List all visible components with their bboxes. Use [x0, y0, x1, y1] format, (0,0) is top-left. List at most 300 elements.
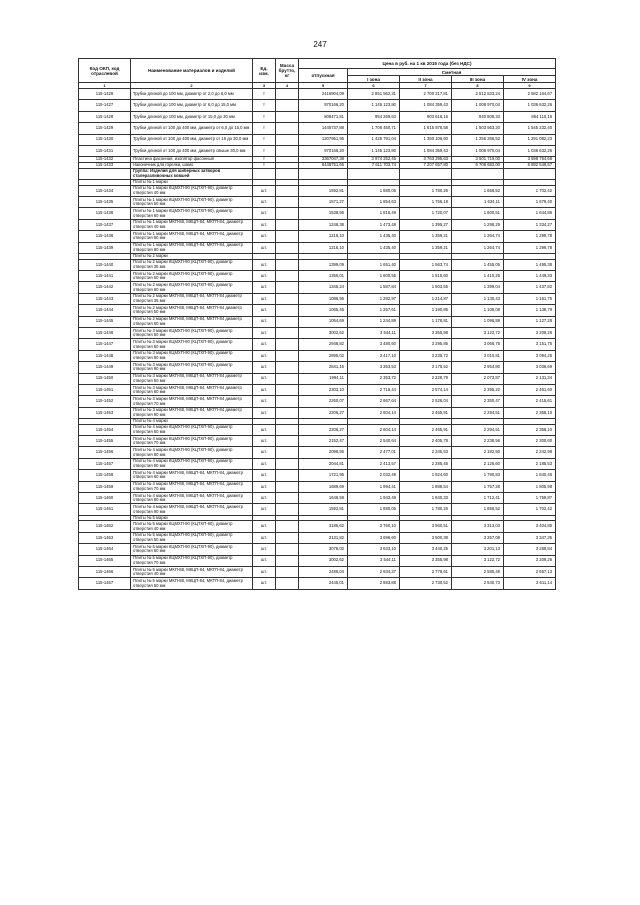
item-mass — [276, 384, 299, 395]
table-row — [79, 532, 556, 543]
table-row — [79, 111, 556, 122]
item-code: 115-1466 — [79, 566, 131, 577]
zone-1-price: 2 540,64 — [348, 436, 400, 447]
item-name: Плиты № 3 марки КЦМХП-90 (КЦТХП-90), диаметр отверстия 50 мм — [131, 327, 253, 338]
item-unit: шт. — [253, 197, 276, 208]
item-unit: шт. — [253, 231, 276, 242]
release-price: 3078,02 — [299, 544, 348, 555]
zone-1-price: 1 880,05 — [348, 185, 400, 196]
zone-1-price: 3 633,10 — [348, 544, 400, 555]
item-unit: шт. — [253, 282, 276, 293]
zone-3-price: 2 238,56 — [452, 436, 504, 447]
subgroup-title: Плиты № 4 марки — [131, 419, 253, 425]
zone-3-price: 1 600,51 — [452, 208, 504, 219]
item-unit: шт. — [253, 447, 276, 458]
header-estimate-price: Сметная — [348, 69, 556, 76]
zone-2-price: 1 395,27 — [400, 219, 452, 230]
zone-4-price: 3 289,84 — [504, 544, 556, 555]
item-unit: шт. — [253, 481, 276, 492]
item-unit: шт. — [253, 424, 276, 435]
item-name: Плиты № 3 марки МКП-88, МКЦП-84, МКТП-84 диаметр отверстия 90 мм — [131, 407, 253, 418]
item-code: 115-1435 — [79, 197, 131, 208]
item-code: 115-1465 — [79, 555, 131, 566]
zone-2-price: 3 235,72 — [400, 350, 452, 361]
column-number: 4 — [276, 83, 299, 89]
zone-1-price: 3 417,10 — [348, 350, 400, 361]
item-name: Плиты № 1 марки МКП-88, МКЦП-84, МКТП-84, диаметр отверстия 80 мм — [131, 242, 253, 253]
release-price: 3002,62 — [299, 327, 348, 338]
table-row — [79, 493, 556, 504]
zone-4-price: 1 334,27 — [504, 219, 556, 230]
zone-1-price: 1 880,05 — [348, 504, 400, 515]
zone-2-price: 3 355,98 — [400, 327, 452, 338]
zone-1-price: 1 473,48 — [348, 219, 400, 230]
zone-2-price: 1 720,07 — [400, 208, 452, 219]
table-row — [79, 89, 556, 100]
zone-1-price: 1 706 450,71 — [348, 123, 400, 134]
zone-1-price: 1 854,63 — [348, 197, 400, 208]
item-unit: т — [253, 145, 276, 156]
table-row — [79, 219, 556, 230]
table-row — [79, 350, 556, 361]
zone-1-price: 2 604,14 — [348, 424, 400, 435]
item-mass — [276, 521, 299, 532]
item-unit: шт. — [253, 458, 276, 469]
item-name: Трубки длиной до 100 мм, диаметр от 2,0 до 6,0 мм — [131, 89, 253, 100]
zone-4-price: 1 840,46 — [504, 470, 556, 481]
zone-1-price: 2 851 562,31 — [348, 89, 400, 100]
item-unit: шт. — [253, 259, 276, 270]
page-number: 247 — [313, 40, 327, 49]
item-unit: шт. — [253, 384, 276, 395]
table-body — [79, 89, 556, 590]
item-name: Плиты № 2 марки МКП-88, МКЦП-84, МКТП-84 диаметр отверстия 50 мм — [131, 305, 253, 316]
item-code: 115-1452 — [79, 396, 131, 407]
empty-cell — [276, 168, 299, 179]
header-release-price: отпускная — [299, 69, 348, 83]
zone-3-price: 2 182,50 — [452, 447, 504, 458]
item-unit: шт. — [253, 407, 276, 418]
zone-3-price: 1 298,29 — [452, 219, 504, 230]
release-price: 1721,95 — [299, 470, 348, 481]
zone-3-price: 2 540,73 — [452, 578, 504, 589]
zone-2-price: 2 730,52 — [400, 578, 452, 589]
item-mass — [276, 282, 299, 293]
release-price: 2303,10 — [299, 384, 348, 395]
item-mass — [276, 111, 299, 122]
release-price: 1207951,95 — [299, 134, 348, 145]
item-code: 115-1450 — [79, 373, 131, 384]
item-name: Плиты № 2 марки МКП-88, МКЦП-84, МКТП-84 диаметр отверстия 35 мм — [131, 293, 253, 304]
item-unit: шт. — [253, 327, 276, 338]
zone-2-price: 1 084 359,43 — [400, 145, 452, 156]
zone-1-price: 1 257,61 — [348, 305, 400, 316]
column-number: 8 — [452, 83, 504, 89]
table-row — [79, 481, 556, 492]
item-unit: шт. — [253, 350, 276, 361]
zone-1-price: 1 816,49 — [348, 208, 400, 219]
zone-3-price: 1 399,04 — [452, 282, 504, 293]
item-code: 115-1433 — [79, 163, 131, 169]
release-price: 3002,62 — [299, 555, 348, 566]
zone-2-price: 2 285,45 — [400, 458, 452, 469]
zone-3-price: 2 073,87 — [452, 373, 504, 384]
zone-4-price: 1 805,98 — [504, 481, 556, 492]
release-price: 2206,27 — [299, 407, 348, 418]
zone-3-price: 1 634,11 — [452, 197, 504, 208]
zone-4-price: 1 138,79 — [504, 305, 556, 316]
header-zone-2: II зона — [400, 76, 452, 83]
table-row — [79, 185, 556, 196]
item-name: Плиты № 5 марки КЦМХП-90 (КЦТХП-90), диаметр отверстия 60 мм — [131, 544, 253, 555]
table-row — [79, 521, 556, 532]
release-price: 2152,47 — [299, 436, 348, 447]
item-code: 115-1462 — [79, 521, 131, 532]
item-mass — [276, 231, 299, 242]
table-row — [79, 384, 556, 395]
zone-2-price: 3 295,85 — [400, 339, 452, 350]
zone-2-price: 3 560,51 — [400, 521, 452, 532]
zone-3-price: 1 108,08 — [452, 305, 504, 316]
item-mass — [276, 481, 299, 492]
release-price: 1065,45 — [299, 305, 348, 316]
zone-1-price: 3 760,10 — [348, 521, 400, 532]
item-unit: шт. — [253, 271, 276, 282]
zone-4-price: 1 449,33 — [504, 271, 556, 282]
zone-2-price: 1 359,21 — [400, 242, 452, 253]
zone-1-price: 2 353,72 — [348, 373, 400, 384]
item-code: 115-1447 — [79, 339, 131, 350]
item-code: 115-1438 — [79, 231, 131, 242]
item-name: Плиты № 4 марки МКП-88, МКЦП-84, МКТП-84, диаметр отверстия 70 мм — [131, 481, 253, 492]
group-title: Группа: Изделия для шиберных затворов сталеразливочных ковшей — [131, 168, 253, 179]
item-code: 115-1426 — [79, 89, 131, 100]
zone-3-price: 2 585,48 — [452, 566, 504, 577]
zone-4-price: 3 209,26 — [504, 327, 556, 338]
zone-2-price: 1 214,87 — [400, 293, 452, 304]
item-mass — [276, 271, 299, 282]
zone-2-price: 2 228,79 — [400, 373, 452, 384]
item-mass — [276, 544, 299, 555]
table-row — [79, 396, 556, 407]
zone-2-price: 3 763 295,63 — [400, 157, 452, 163]
item-name: Плиты № 4 марки КЦМХП-90 (КЦТХП-90), диаметр отверстия 80 мм — [131, 447, 253, 458]
zone-4-price: 2 582 164,67 — [504, 89, 556, 100]
item-code: 115-1428 — [79, 111, 131, 122]
item-unit: шт. — [253, 293, 276, 304]
zone-3-price: 6 706 683,00 — [452, 163, 504, 169]
item-unit: шт. — [253, 532, 276, 543]
zone-1-price: 1 587,84 — [348, 282, 400, 293]
zone-3-price: 840 808,33 — [452, 111, 504, 122]
zone-4-price: 1 545 232,40 — [504, 123, 556, 134]
table-row — [79, 544, 556, 555]
subgroup-title: Плиты № 1 марки — [131, 180, 253, 186]
item-unit: т — [253, 111, 276, 122]
zone-2-price: 2 778,61 — [400, 566, 452, 577]
header-mass: Масса брутто, кг — [276, 59, 299, 83]
release-price: 6448751,66 — [299, 163, 348, 169]
item-unit: шт. — [253, 373, 276, 384]
column-number: 2 — [131, 83, 253, 89]
zone-4-price: 1 036 632,26 — [504, 100, 556, 111]
empty-cell — [253, 168, 276, 179]
item-mass — [276, 293, 299, 304]
item-name: Плиты № 5 марки КЦМХП-90 (КЦТХП-90), диаметр отверстия 50 мм — [131, 532, 253, 543]
zone-1-price: 2 604,14 — [348, 407, 400, 418]
zone-1-price: 3 544,11 — [348, 327, 400, 338]
item-unit: т — [253, 134, 276, 145]
zone-3-price: 1 656,52 — [452, 185, 504, 196]
release-price: 2098,56 — [299, 447, 348, 458]
item-mass — [276, 100, 299, 111]
table-row — [79, 305, 556, 316]
zone-2-price: 3 175,52 — [400, 362, 452, 373]
item-mass — [276, 339, 299, 350]
item-code: 115-1440 — [79, 259, 131, 270]
release-price: 2206,27 — [299, 424, 348, 435]
zone-2-price: 903 616,16 — [400, 111, 452, 122]
release-price: 1399,09 — [299, 259, 348, 270]
zone-2-price: 2 465,91 — [400, 424, 452, 435]
zone-1-price: 1 145 123,80 — [348, 100, 400, 111]
zone-1-price: 1 435,40 — [348, 242, 400, 253]
zone-3-price: 1 455,05 — [452, 259, 504, 270]
item-code: 115-1434 — [79, 185, 131, 196]
empty-cell — [400, 168, 452, 179]
item-unit: шт. — [253, 578, 276, 589]
zone-1-price: 3 696,60 — [348, 532, 400, 543]
zone-4-price: 1 299,78 — [504, 242, 556, 253]
zone-2-price: 1 503,55 — [400, 282, 452, 293]
table-row — [79, 231, 556, 242]
zone-3-price: 3 010,81 — [452, 350, 504, 361]
header-unit: Ед. изм. — [253, 59, 276, 83]
zone-3-price: 2 350,47 — [452, 396, 504, 407]
header-name: Наименование материалов и изделий — [131, 59, 253, 83]
zone-3-price: 1 712,41 — [452, 493, 504, 504]
zone-3-price: 2 126,60 — [452, 458, 504, 469]
item-code: 115-1431 — [79, 145, 131, 156]
zone-2-price: 1 780,26 — [400, 504, 452, 515]
header-price-title: Цена в руб. на 1 кв 2015 года (без НДС) — [299, 59, 556, 69]
table-row — [79, 362, 556, 373]
item-mass — [276, 396, 299, 407]
zone-4-price: 3 404,85 — [504, 521, 556, 532]
zone-1-price: 954 269,63 — [348, 111, 400, 122]
item-name: Плиты № 5 марки КЦМХП-90 (КЦТХП-90), диаметр отверстия 70 мм — [131, 555, 253, 566]
item-unit: т — [253, 163, 276, 169]
zone-3-price: 1 096,88 — [452, 316, 504, 327]
item-name: Плиты № 3 марки КЦМХП-90 (КЦТХП-90), диаметр отверстия 90 мм — [131, 362, 253, 373]
item-code: 115-1451 — [79, 384, 131, 395]
item-unit: шт. — [253, 396, 276, 407]
zone-3-price: 2 294,51 — [452, 424, 504, 435]
zone-1-price: 1 244,89 — [348, 316, 400, 327]
item-mass — [276, 123, 299, 134]
zone-2-price: 1 350 106,60 — [400, 134, 452, 145]
zone-3-price: 2 512 533,24 — [452, 89, 504, 100]
zone-2-price: 1 563,74 — [400, 259, 452, 270]
item-name: Наконечник для горелки, шамо — [131, 163, 253, 169]
release-price: 1086,95 — [299, 293, 348, 304]
zone-1-price: 7 611 703,74 — [348, 163, 400, 169]
header-zone-4: IV зона — [504, 76, 556, 83]
table-row — [79, 145, 556, 156]
zone-1-price: 3 544,11 — [348, 555, 400, 566]
item-unit: т — [253, 100, 276, 111]
item-code: 115-1464 — [79, 544, 131, 555]
empty-cell — [299, 168, 348, 179]
zone-2-price: 1 756,18 — [400, 197, 452, 208]
zone-3-price: 1 264,74 — [452, 231, 504, 242]
zone-1-price: 3 353,53 — [348, 362, 400, 373]
release-price: 2486,04 — [299, 566, 348, 577]
table-row — [79, 424, 556, 435]
zone-3-price: 1 410,25 — [452, 271, 504, 282]
item-code: 115-1448 — [79, 350, 131, 361]
release-price: 970166,20 — [299, 145, 348, 156]
table-row — [79, 555, 556, 566]
zone-2-price: 1 924,60 — [400, 470, 452, 481]
zone-1-price: 1 435,40 — [348, 231, 400, 242]
column-number: 7 — [400, 83, 452, 89]
zone-2-price: 1 515,60 — [400, 271, 452, 282]
zone-4-price: 2 242,98 — [504, 447, 556, 458]
table-row — [79, 197, 556, 208]
item-mass — [276, 436, 299, 447]
zone-1-price: 1 943,49 — [348, 493, 400, 504]
release-price: 3367047,38 — [299, 157, 348, 163]
release-price: 2948,82 — [299, 339, 348, 350]
item-name: Плиты № 1 марки КЦМХП-90 (КЦТХП-90), диаметр отверстия 40 мм — [131, 185, 253, 196]
table-row — [79, 271, 556, 282]
release-price: 1345,24 — [299, 282, 348, 293]
item-mass — [276, 458, 299, 469]
item-name: Плиты № 2 марки КЦМХП-90 (КЦТХП-90), диаметр отверстия 60 мм — [131, 282, 253, 293]
release-price: 1994,11 — [299, 373, 348, 384]
item-mass — [276, 424, 299, 435]
release-price: 3131,82 — [299, 532, 348, 543]
item-unit: шт. — [253, 208, 276, 219]
zone-1-price: 2 413,57 — [348, 458, 400, 469]
release-price: 1054,69 — [299, 316, 348, 327]
group-code-cell — [79, 168, 131, 179]
empty-cell — [452, 168, 504, 179]
zone-3-price: 3 501 719,00 — [452, 157, 504, 163]
item-code: 115-1436 — [79, 208, 131, 219]
item-code: 115-1461 — [79, 504, 131, 515]
zone-4-price: 1 702,42 — [504, 185, 556, 196]
item-unit: шт. — [253, 566, 276, 577]
item-name: Плиты № 4 марки МКП-88, МКЦП-84, МКТП-84, диаметр отверстия 60 мм — [131, 470, 253, 481]
item-name: Трубки длиной от 100 до 400 мм, диаметр свыше 30,0 мм — [131, 145, 253, 156]
item-mass — [276, 447, 299, 458]
item-unit: шт. — [253, 555, 276, 566]
item-unit: шт. — [253, 339, 276, 350]
item-name: Плиты № 4 марки КЦМХП-90 (КЦТХП-90), диаметр отверстия 90 мм — [131, 458, 253, 469]
item-code: 115-1442 — [79, 282, 131, 293]
release-price: 2445,01 — [299, 578, 348, 589]
header-zone-1: I зона — [348, 76, 400, 83]
subgroup-title: Плиты № 2 марки — [131, 254, 253, 260]
zone-1-price: 3 974 252,45 — [348, 157, 400, 163]
zone-4-price: 2 611,14 — [504, 578, 556, 589]
zone-4-price: 6 892 549,57 — [504, 163, 556, 169]
zone-2-price: 1 840,33 — [400, 493, 452, 504]
item-name: Плиты № 4 марки КЦМХП-90 (КЦТХП-90), диаметр отверстия 60 мм — [131, 424, 253, 435]
item-name: Плиты № 4 марки КЦМХП-90 (КЦТХП-90), диаметр отверстия 70 мм — [131, 436, 253, 447]
item-name: Трубки длиной от 100 до 400 мм, диаметр от 15 до 30,0 мм — [131, 134, 253, 145]
zone-3-price: 1 757,28 — [452, 481, 504, 492]
item-mass — [276, 242, 299, 253]
zone-1-price: 1 994,41 — [348, 481, 400, 492]
item-code: 115-1463 — [79, 532, 131, 543]
zone-2-price: 2 700 217,81 — [400, 89, 452, 100]
zone-4-price: 1 679,40 — [504, 197, 556, 208]
zone-3-price: 3 066,76 — [452, 339, 504, 350]
item-name: Трубки длиной до 100 мм, диаметр от 15,0 до 30 мм — [131, 111, 253, 122]
item-name: Плиты № 1 марки МКП-88, МКЦП-84, МКТП-84, диаметр отверстия 60 мм — [131, 231, 253, 242]
item-mass — [276, 532, 299, 543]
release-price: 808471,81 — [299, 111, 348, 122]
zone-4-price: 1 644,86 — [504, 208, 556, 219]
release-price: 1571,27 — [299, 197, 348, 208]
item-unit: шт. — [253, 521, 276, 532]
item-name: Пластина фасонная, изолятор фасонный — [131, 157, 253, 163]
zone-2-price: 1 888,54 — [400, 481, 452, 492]
table-row — [79, 282, 556, 293]
item-code: 115-1445 — [79, 316, 131, 327]
zone-1-price: 1 600,55 — [348, 271, 400, 282]
zone-4-price: 3 347,35 — [504, 532, 556, 543]
item-name: Плиты № 3 марки МКП-88, МКЦП-84, МКТП-84 диаметр отверстия 50 мм — [131, 373, 253, 384]
zone-1-price: 2 934,37 — [348, 566, 400, 577]
item-unit: шт. — [253, 305, 276, 316]
item-code: 115-1446 — [79, 327, 131, 338]
zone-2-price: 2 465,91 — [400, 407, 452, 418]
zone-2-price: 3 500,38 — [400, 532, 452, 543]
item-unit: т — [253, 157, 276, 163]
table-row — [79, 407, 556, 418]
zone-4-price: 2 415,61 — [504, 396, 556, 407]
zone-2-price: 2 526,04 — [400, 396, 452, 407]
item-mass — [276, 208, 299, 219]
table-row — [79, 316, 556, 327]
release-price: 2260,07 — [299, 396, 348, 407]
table-row — [79, 259, 556, 270]
release-price: 1216,10 — [299, 231, 348, 242]
zone-3-price: 2 954,80 — [452, 362, 504, 373]
table-row — [79, 293, 556, 304]
item-name: Плиты № 3 марки МКП-88, МКЦП-84, МКТП-84 диаметр отверстия 70 мм — [131, 396, 253, 407]
zone-4-price: 2 461,60 — [504, 384, 556, 395]
zone-4-price: 2 657,13 — [504, 566, 556, 577]
item-unit: шт. — [253, 316, 276, 327]
zone-1-price: 2 477,01 — [348, 447, 400, 458]
release-price: 1592,81 — [299, 504, 348, 515]
zone-3-price: 1 790,83 — [452, 470, 504, 481]
zone-1-price: 1 425 791,04 — [348, 134, 400, 145]
table-row — [79, 447, 556, 458]
item-mass — [276, 134, 299, 145]
zone-4-price: 1 437,82 — [504, 282, 556, 293]
zone-3-price: 3 257,08 — [452, 532, 504, 543]
zone-1-price: 2 032,49 — [348, 470, 400, 481]
zone-3-price: 1 008 970,04 — [452, 145, 504, 156]
release-price: 1646,58 — [299, 493, 348, 504]
item-name: Плиты № 2 марки МКП-88, МКЦП-84, МКТП-84 диаметр отверстия 60 мм — [131, 316, 253, 327]
